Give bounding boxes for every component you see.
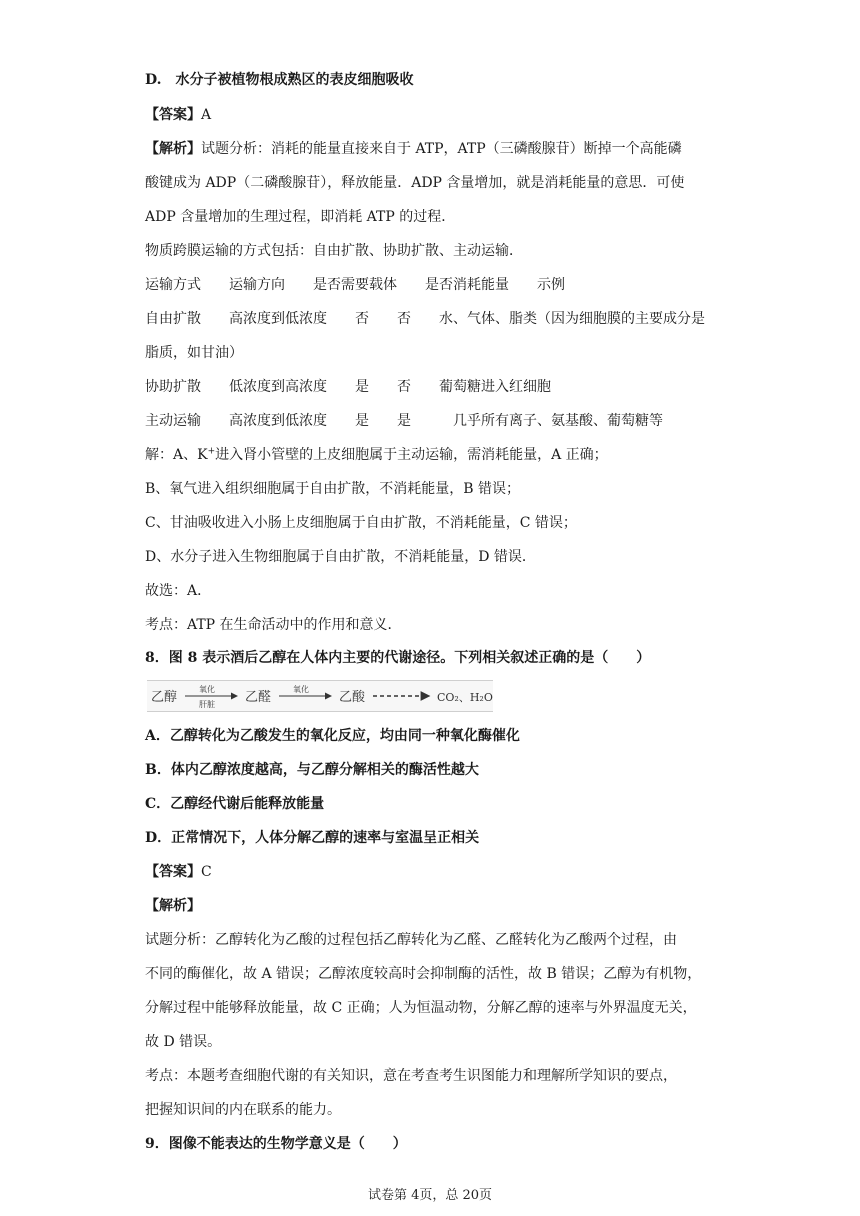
answer-line <box>145 862 212 882</box>
knowledge-point-line: 考点：本题考查细胞代谢的有关知识，意在考查考生识图能力和理解所学知识的要点， <box>145 1068 677 1084</box>
analysis-text-line: 分解过程中能够释放能量，故 C 正确；人为恒温动物，分解乙醇的速率与外界温度无关， <box>145 1000 697 1016</box>
acetaldehyde-label: 乙醛 <box>245 690 272 705</box>
question-8-stem: 8．图 8 表示酒后乙醇在人体内主要的代谢途径。下列相关叙述正确的是（ ） <box>145 650 651 666</box>
solution-text-post: 进入肾小管壁的上皮细胞属于主动运输，需消耗能量，A 正确； <box>215 447 608 463</box>
option-d-previous: D. 水分子被植物根成熟区的表皮细胞吸收 <box>145 72 414 88</box>
table-row-line: 主动运输 高浓度到低浓度 是 是 几乎所有离子、氨基酸、葡萄糖等 <box>145 413 663 429</box>
page-footer: 试卷第 4页，总 20页 <box>367 1188 493 1203</box>
solution-line <box>145 445 608 465</box>
answer-tag: 【答案】 <box>145 107 201 123</box>
solution-text-pre: 解：A、K <box>145 447 208 463</box>
answer-value: A <box>201 107 212 123</box>
analysis-text-line: 故 D 错误。 <box>145 1034 222 1050</box>
analysis-tag-line <box>145 896 201 916</box>
question-9-stem: 9．图像不能表达的生物学意义是（ ） <box>145 1136 407 1152</box>
analysis-text-line: 试题分析：乙醇转化为乙酸的过程包括乙醇转化为乙醛、乙醛转化为乙酸两个过程，由 <box>145 932 677 948</box>
answer-value: C <box>201 864 212 880</box>
products-label: CO₂、H₂O <box>437 691 493 704</box>
knowledge-point-line: 把握知识间的内在联系的能力。 <box>145 1102 341 1118</box>
analysis-text-line: 不同的酶催化，故 A 错误；乙醇浓度较高时会抑制酶的活性，故 B 错误；乙醇为有机物， <box>145 966 702 982</box>
table-header-line: 运输方式 运输方向 是否需要载体 是否消耗能量 示例 <box>145 277 565 293</box>
analysis-tag: 【解析】 <box>145 141 201 157</box>
analysis-tag: 【解析】 <box>145 898 201 914</box>
ethanol-metabolism-diagram <box>147 680 493 712</box>
solution-line: D、水分子进入生物细胞属于自由扩散，不消耗能量，D 错误． <box>145 549 536 565</box>
table-row-line: 脂质，如甘油） <box>145 345 243 361</box>
table-row-line: 协助扩散 低浓度到高浓度 是 否 葡萄糖进入红细胞 <box>145 379 551 395</box>
acetic-acid-label: 乙酸 <box>339 690 366 705</box>
solution-line: C、甘油吸收进入小肠上皮细胞属于自由扩散，不消耗能量，C 错误； <box>145 515 577 531</box>
analysis-text-line: 物质跨膜运输的方式包括：自由扩散、协助扩散、主动运输． <box>145 243 523 259</box>
question-8-option-a: A．乙醇转化为乙酸发生的氧化反应，均由同一种氧化酶催化 <box>145 728 520 744</box>
oxidation-label-1: 氧化 <box>199 685 215 694</box>
analysis-text-line: 酸键成为 ADP（二磷酸腺苷），释放能量．ADP 含量增加，就是消耗能量的意思．可使 <box>145 175 685 191</box>
liver-label: 肝脏 <box>199 700 215 709</box>
analysis-line <box>145 139 682 159</box>
ethanol-label: 乙醇 <box>151 690 178 705</box>
answer-line <box>145 105 211 125</box>
analysis-text-line: ADP 含量增加的生理过程，即消耗 ATP 的过程． <box>145 209 456 225</box>
analysis-text: 试题分析：消耗的能量直接来自于 ATP，ATP（三磷酸腺苷）断掉一个高能磷 <box>201 141 682 157</box>
oxidation-label-2: 氧化 <box>293 685 309 694</box>
answer-tag: 【答案】 <box>145 864 201 880</box>
superscript-plus: + <box>207 446 216 457</box>
question-8-option-c: C．乙醇经代谢后能释放能量 <box>145 796 325 812</box>
solution-line: B、氧气进入组织细胞属于自由扩散，不消耗能量，B 错误； <box>145 481 521 497</box>
table-row-line: 自由扩散 高浓度到低浓度 否 否 水、气体、脂类（因为细胞膜的主要成分是 <box>145 311 705 327</box>
question-8-option-d: D．正常情况下，人体分解乙醇的速率与室温呈正相关 <box>145 830 480 846</box>
knowledge-point-line: 考点：ATP 在生命活动中的作用和意义． <box>145 617 402 633</box>
question-8-option-b: B．体内乙醇浓度越高，与乙醇分解相关的酶活性越大 <box>145 762 479 778</box>
choice-line: 故选：A． <box>145 583 212 599</box>
